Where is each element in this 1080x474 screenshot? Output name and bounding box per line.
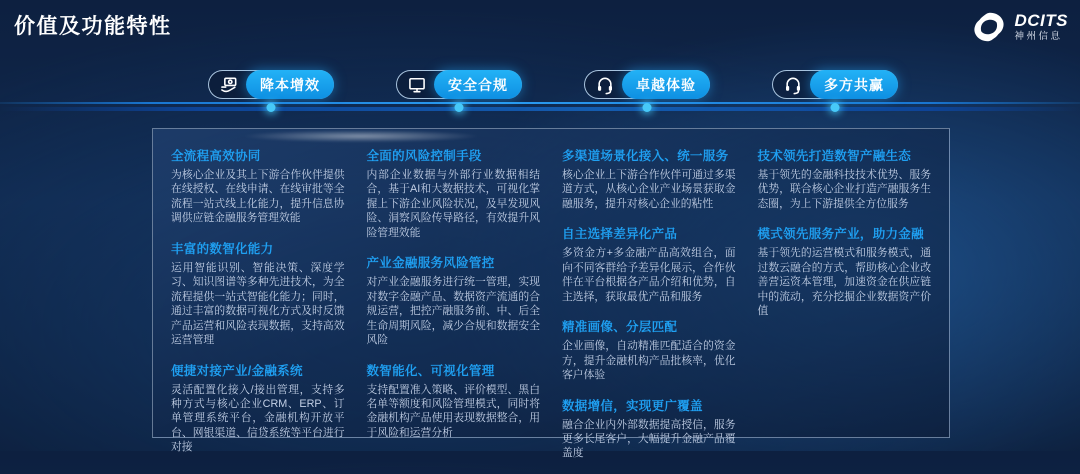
section-title: 数智能化、可视化管理 (366, 363, 495, 378)
logo-name: DCITS (1014, 11, 1068, 31)
timeline-band (0, 107, 1080, 111)
section-title: 多渠道场景化接入、统一服务 (562, 149, 729, 163)
page-title: 价值及功能特性 (14, 15, 172, 38)
feature-section (171, 361, 345, 455)
feature-section (562, 146, 736, 211)
section-body: 运用智能识别、智能决策、深度学习、知识图谱等多种先进技术，为全流程提供一站式智能化能力；同时，通过丰富的数据可视化方式及时反馈产品运营和风险表现数据，支持高效运营管理 (171, 261, 345, 347)
section-title: 技术领先打造数智产融生态 (757, 149, 912, 163)
headset-icon (594, 74, 615, 95)
badge-cost-reduction (208, 70, 334, 99)
column-multi-win (758, 146, 932, 474)
section-title: 产业金融服务风险管控 (366, 256, 495, 271)
features-grid (153, 129, 949, 460)
badge-security-compliance (396, 70, 522, 99)
feature-section (758, 146, 932, 211)
section-body: 基于领先的金融科技技术优势、服务优势，联合核心企业打造产融服务生态圈，为上下游提供全方位服务 (757, 169, 931, 210)
features-panel (152, 128, 950, 460)
section-body: 融合企业内外部数据提高授信，服务更多长尾客户，大幅提升金融产品覆盖度 (562, 418, 736, 460)
section-body: 企业画像，自动精准匹配适合的资金方，提升金融机构产品批核率，优化客户体验 (562, 340, 736, 382)
feature-section (171, 146, 345, 226)
column-excellent-experience (562, 146, 736, 474)
section-title: 全面的风险控制手段 (366, 149, 482, 163)
badge-label: 安全合规 (434, 70, 522, 99)
timeline-line (0, 102, 1080, 104)
section-body: 灵活配置化接入/接出管理，支持多种方式与核心企业CRM、ERP、订单管理系统平台，金融机构开放平台、网银渠道、信贷系统等平台进行对接 (171, 383, 345, 454)
badge-label: 降本增效 (246, 70, 334, 99)
section-title: 便捷对接产业/金融系统 (171, 363, 303, 378)
section-body: 基于领先的运营模式和服务模式，通过数云融合的方式，帮助核心企业改善营运资本管理，加速资金在供应链中的流动，充分挖掘企业数据资产价值 (757, 247, 931, 318)
section-body: 对产业金融服务进行统一管理，实现对数字金融产品、数据资产流通的合规运营，把控产融服务前、中、后全生命周期风险，减少合规和数据安全风险 (366, 276, 540, 347)
feature-section (367, 253, 541, 347)
feature-section (562, 396, 736, 461)
column-cost-reduction (171, 146, 345, 474)
section-title: 丰富的数智化能力 (171, 241, 274, 256)
badge-label: 多方共赢 (810, 70, 898, 99)
section-title: 模式领先服务产业，助力金融 (757, 227, 924, 242)
logo-subtitle: 神州信息 (1014, 30, 1063, 42)
feature-section (367, 361, 541, 441)
section-body: 内部企业数据与外部行业数据相结合，基于AI和大数据技术，可视化掌握上下游企业风险状况，及早发现风险、洞察风险传导路径，有效提升风险管理效能 (366, 169, 540, 239)
section-title: 全流程高效协同 (171, 149, 261, 163)
section-body: 核心企业上下游合作伙伴可通过多渠道方式，从核心企业产业场景获取金融服务，提升对核心企业的粘性 (562, 169, 736, 210)
section-title: 自主选择差异化产品 (562, 227, 678, 242)
feature-section (758, 224, 932, 318)
headset-service-icon (782, 74, 803, 95)
feature-section (562, 317, 736, 382)
feature-section (171, 239, 345, 348)
feature-section (367, 146, 541, 240)
feature-section (562, 224, 736, 304)
monitor-icon (406, 74, 427, 95)
section-body: 为核心企业及其上下游合作伙伴提供在线授权、在线申请、在线审批等全流程一站式线上化能力，提升信息协调供应链金融服务管理效能 (171, 169, 345, 225)
badge-excellent-experience (584, 70, 710, 99)
column-security-compliance (367, 146, 541, 474)
section-title: 精准画像、分层匹配 (562, 320, 678, 335)
badge-multi-win (772, 70, 898, 99)
dcits-logo (970, 8, 1069, 46)
badge-label: 卓越体验 (622, 70, 710, 99)
hand-money-icon (218, 74, 239, 95)
swirl-logo-icon (970, 8, 1008, 46)
section-body: 支持配置准入策略、评价模型、黑白名单等额度和风险管理模式，同时将金融机构产品使用表现数据整合，用于风险和运营分析 (366, 383, 540, 439)
section-title: 数据增信，实现更广覆盖 (562, 398, 703, 413)
section-body: 多资金方+多金融产品高效组合，面向不同客群给予差异化展示，合作伙伴在平台根据各产品介绍和优势，自主选择，获取最优产品和服务 (562, 247, 736, 303)
